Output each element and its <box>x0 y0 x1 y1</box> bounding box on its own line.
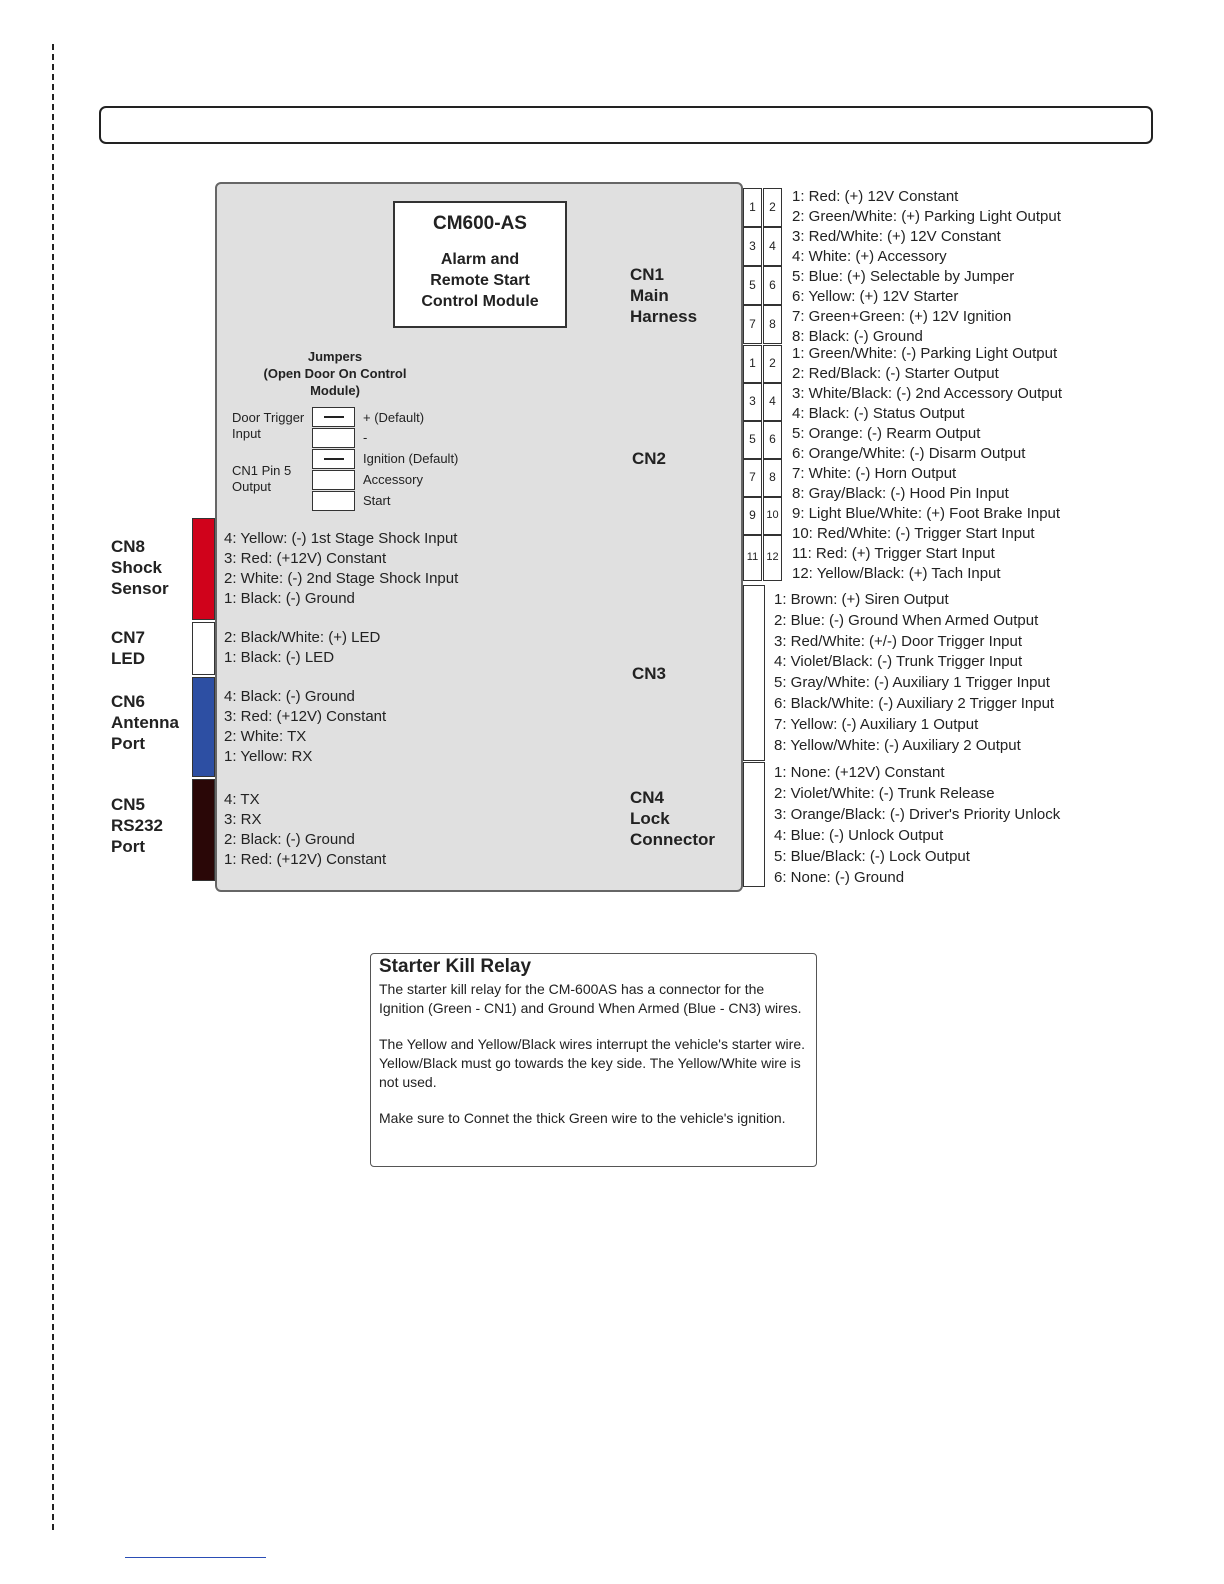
cn5-connector-strip <box>192 779 215 881</box>
wire-item: 1: Yellow: RX <box>224 748 313 765</box>
cn5-label: CN5 RS232 Port <box>111 795 163 856</box>
header-bar <box>99 106 1153 144</box>
wire-item: 1: Red: (+) 12V Constant <box>792 188 959 205</box>
jumper-bar <box>324 458 344 460</box>
starter-kill-relay-note <box>370 953 817 1167</box>
module-subtitle: Alarm and Remote Start Control Module <box>421 251 539 310</box>
wire-item: 1: Black: (-) Ground <box>224 590 355 607</box>
cn1-pin: 6 <box>763 266 782 305</box>
wire-item: 5: Blue/Black: (-) Lock Output <box>774 848 970 865</box>
cn2-pin: 6 <box>763 421 782 459</box>
wire-item: 2: Green/White: (+) Parking Light Output <box>792 208 1061 225</box>
cn1-pin: 4 <box>763 227 782 266</box>
wire-item: 3: RX <box>224 811 262 828</box>
jumper-slot <box>312 428 355 448</box>
cn4-connector-block <box>743 762 765 887</box>
wire-item: 4: Violet/Black: (-) Trunk Trigger Input <box>774 653 1023 671</box>
jumper-option: Ignition (Default) <box>363 451 459 466</box>
cn8-label: CN8 Shock Sensor <box>111 537 169 598</box>
wire-item: 3: Red: (+12V) Constant <box>224 550 387 567</box>
wire-item: 6: Black/White: (-) Auxiliary 2 Trigger Input <box>774 694 1055 712</box>
wire-item: 4: Black: (-) Ground <box>224 688 355 705</box>
wire-item: 3: Red/White: (+/-) Door Trigger Input <box>774 632 1023 650</box>
wire-item: 11: Red: (+) Trigger Start Input <box>792 545 995 562</box>
wire-item: 1: Red: (+12V) Constant <box>224 851 387 868</box>
wire-item: 7: Green+Green: (+) 12V Ignition <box>792 308 1012 325</box>
jumper-slot <box>312 491 355 511</box>
note-title: Starter Kill Relay <box>379 956 532 977</box>
door-trigger-label: Door Trigger Input <box>232 410 305 441</box>
jumpers-title: Jumpers (Open Door On Control Module) <box>263 349 407 398</box>
jumper-option: Accessory <box>363 472 423 487</box>
jumper-slot <box>312 470 355 490</box>
cn1-pin: 3 <box>743 227 762 266</box>
wire-item: 6: None: (-) Ground <box>774 869 905 886</box>
cn2-pin: 10 <box>763 497 782 535</box>
wire-item: 3: Red: (+12V) Constant <box>224 708 387 725</box>
wire-item: 8: Yellow/White: (-) Auxiliary 2 Output <box>774 736 1021 754</box>
wire-item: 7: White: (-) Horn Output <box>792 465 957 482</box>
cn3-wire-list <box>774 590 1054 756</box>
wire-item: 6: Orange/White: (-) Disarm Output <box>792 445 1026 462</box>
cn6-wire-list <box>224 687 386 767</box>
wire-item: 3: White/Black: (-) 2nd Accessory Output <box>792 385 1063 402</box>
wire-item: 2: White: TX <box>224 728 307 745</box>
cn2-pin: 3 <box>743 383 762 421</box>
cn7-wire-list <box>224 628 380 668</box>
cn2-label: CN2 <box>632 449 667 468</box>
cn3-connector-block <box>743 585 765 761</box>
cn4-label: CN4 Lock Connector <box>630 788 715 849</box>
footer-rule <box>125 1557 266 1558</box>
module-title: CM600-AS <box>433 213 527 234</box>
jumper-option: Start <box>363 493 391 508</box>
cn1-pin: 7 <box>743 305 762 344</box>
wire-item: 2: Black: (-) Ground <box>224 831 355 848</box>
cn5-wire-list <box>224 790 386 870</box>
note-paragraph: The Yellow and Yellow/Black wires interrupt the vehicle's starter wire. Yellow/Black must go towards the key side. The Yellow/White wire is not used. <box>379 1036 805 1090</box>
note-paragraph: Make sure to Connet the thick Green wire to the vehicle's ignition. <box>379 1110 786 1126</box>
note-paragraph: The starter kill relay for the CM-600AS has a connector for the Ignition (Green - CN1) and Ground When Armed (Blue - CN3) wires. <box>379 981 802 1016</box>
wire-item: 5: Blue: (+) Selectable by Jumper <box>792 268 1015 285</box>
cn1-pin: 8 <box>763 305 782 344</box>
wire-item: 1: Brown: (+) Siren Output <box>774 591 949 608</box>
cn7-label: CN7 LED <box>111 628 146 668</box>
jumper-option: - <box>363 430 368 445</box>
module-title-box <box>393 201 567 328</box>
cn1-pin: 5 <box>743 266 762 305</box>
cn2-pin: 2 <box>763 345 782 383</box>
wire-item: 2: White: (-) 2nd Stage Shock Input <box>224 570 459 587</box>
wire-item: 5: Gray/White: (-) Auxiliary 1 Trigger Input <box>774 674 1050 692</box>
cn2-pin: 12 <box>763 535 782 581</box>
wire-item: 6: Yellow: (+) 12V Starter <box>792 288 959 305</box>
wire-item: 4: Yellow: (-) 1st Stage Shock Input <box>224 530 458 547</box>
wire-item: 7: Yellow: (-) Auxiliary 1 Output <box>774 715 979 733</box>
wire-item: 12: Yellow/Black: (+) Tach Input <box>792 565 1001 582</box>
cn1-pin: 1 <box>743 188 762 227</box>
cn8-wire-list <box>224 529 458 609</box>
cn2-pin: 5 <box>743 421 762 459</box>
cn7-connector-strip <box>192 622 215 675</box>
wire-item: 9: Light Blue/White: (+) Foot Brake Input <box>792 505 1061 522</box>
wire-item: 2: Black/White: (+) LED <box>224 629 381 646</box>
cn2-pin: 7 <box>743 459 762 497</box>
cn6-label: CN6 Antenna Port <box>111 692 179 753</box>
cn1-pin5-label: CN1 Pin 5 Output <box>232 463 292 494</box>
wire-item: 3: Orange/Black: (-) Driver's Priority Unlock <box>774 806 1061 823</box>
wire-item: 3: Red/White: (+) 12V Constant <box>792 228 1001 245</box>
cn2-pin: 8 <box>763 459 782 497</box>
jumper-slot <box>312 407 355 427</box>
wire-item: 4: TX <box>224 791 260 808</box>
wire-item: 10: Red/White: (-) Trigger Start Input <box>792 525 1035 542</box>
wire-item: 4: Blue: (-) Unlock Output <box>774 827 944 844</box>
wire-item: 2: Violet/White: (-) Trunk Release <box>774 785 995 802</box>
cn2-pin: 1 <box>743 345 762 383</box>
cut-line <box>52 44 54 1530</box>
cn1-label: CN1 Main Harness <box>630 265 698 326</box>
wire-item: 5: Orange: (-) Rearm Output <box>792 425 981 442</box>
cn1-wire-list <box>792 187 1061 347</box>
cn2-pin: 4 <box>763 383 782 421</box>
jumper-bar <box>324 416 344 418</box>
jumper-option: + (Default) <box>363 410 425 425</box>
cn3-label: CN3 <box>632 664 667 683</box>
jumper-slot <box>312 449 355 469</box>
cn2-wire-list <box>792 344 1062 584</box>
cn6-connector-strip <box>192 677 215 777</box>
cn1-pin: 2 <box>763 188 782 227</box>
wire-item: 1: None: (+12V) Constant <box>774 764 945 781</box>
cn2-pin: 11 <box>743 535 762 581</box>
wire-item: 8: Black: (-) Ground <box>792 328 923 345</box>
wire-item: 4: White: (+) Accessory <box>792 248 947 265</box>
wire-item: 8: Gray/Black: (-) Hood Pin Input <box>792 485 1009 502</box>
wire-item: 2: Red/Black: (-) Starter Output <box>792 365 999 382</box>
wire-item: 4: Black: (-) Status Output <box>792 405 965 422</box>
wire-item: 1: Black: (-) LED <box>224 649 335 666</box>
cn4-wire-list <box>774 762 1060 888</box>
cn2-pin: 9 <box>743 497 762 535</box>
wire-item: 2: Blue: (-) Ground When Armed Output <box>774 611 1039 629</box>
cn8-connector-strip <box>192 518 215 620</box>
wire-item: 1: Green/White: (-) Parking Light Output <box>792 345 1058 362</box>
